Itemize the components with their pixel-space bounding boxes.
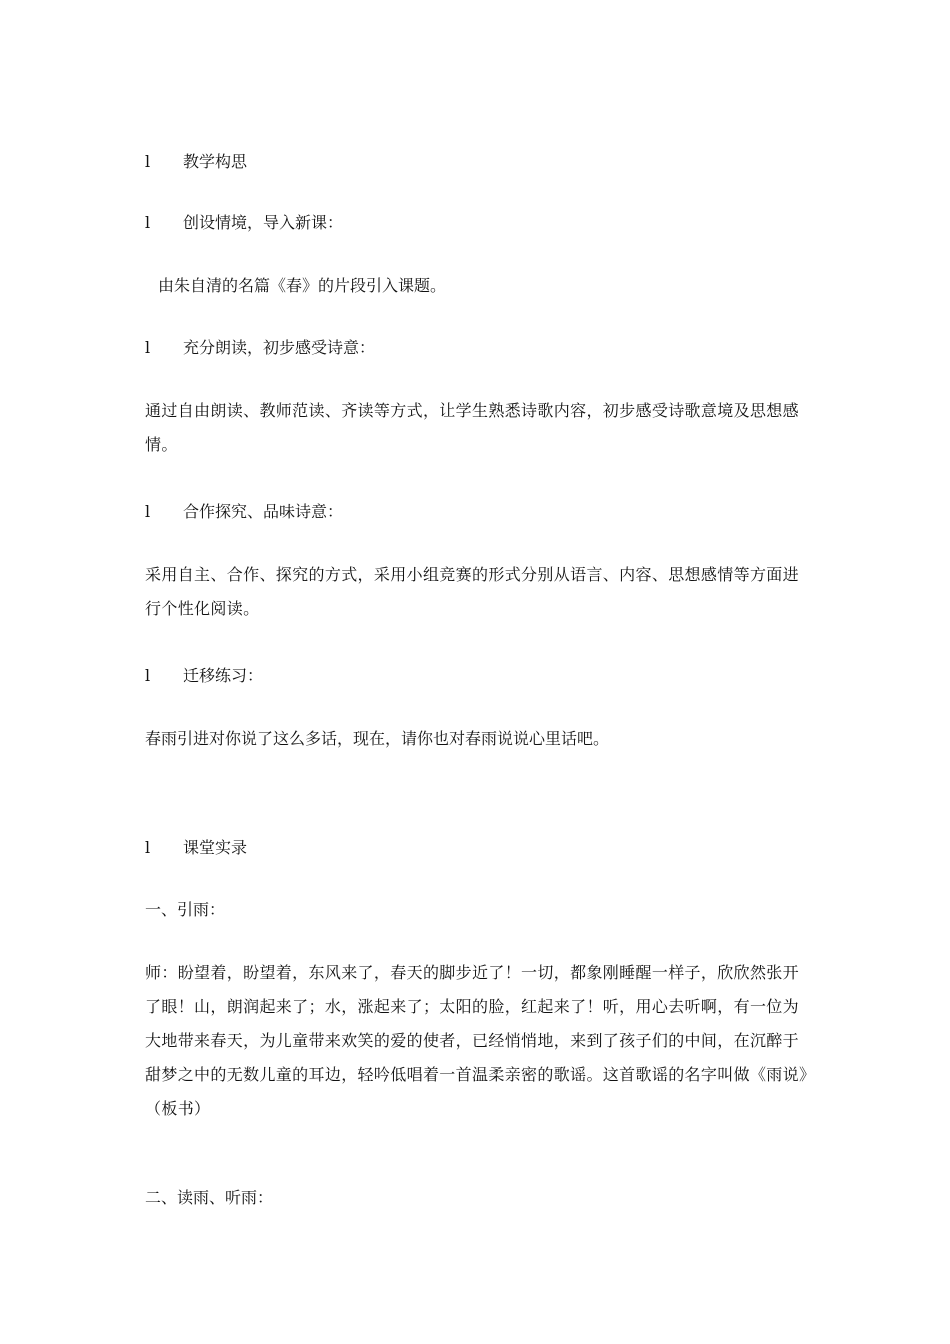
bullet-marker: l (145, 152, 151, 171)
heading-reading-aloud: 充分朗读，初步感受诗意： (183, 338, 376, 357)
bullet-marker: l (145, 502, 151, 521)
bullet-marker: l (145, 338, 151, 357)
paragraph-intro: 由朱自清的名篇《春》的片段引入课题。 (158, 276, 447, 295)
heading-transfer-practice: 迁移练习： (183, 666, 264, 685)
bullet-marker: l (145, 838, 151, 857)
heading-cooperative-inquiry: 合作探究、品味诗意： (183, 502, 344, 521)
paragraph-teacher-speech: 师：盼望着，盼望着，东风来了，春天的脚步近了！一切，都象刚睡醒一样子，欣欣然张开了眼！山，朗润起来了；水，涨起来了；太阳的脸，红起来了！听，用心去听啊，有一位为大地带来春天，为儿童带来欢笑的爱的使者，已经悄悄地，来到了孩子们的中间，在沉醉于甜梦之中的无数儿童的耳边，轻吟低唱着一首温柔亲密的歌谣。这首歌谣的名字叫做《雨说》（板书） (145, 963, 808, 1118)
heading-create-scenario: 创设情境，导入新课： (183, 213, 344, 232)
bullet-marker: l (145, 213, 151, 232)
subheading-introduce-rain: 一、引雨： (145, 900, 226, 919)
paragraph-reading-methods: 通过自由朗读、教师范读、齐读等方式，让学生熟悉诗歌内容，初步感受诗歌意境及思想感情。 (145, 401, 800, 454)
bullet-marker: l (145, 666, 151, 685)
subheading-read-listen-rain: 二、读雨、听雨： (145, 1188, 274, 1207)
heading-teaching-concept: 教学构思 (183, 152, 248, 171)
paragraph-inquiry-methods: 采用自主、合作、探究的方式，采用小组竞赛的形式分别从语言、内容、思想感情等方面进行个性化阅读。 (145, 565, 800, 618)
heading-classroom-record: 课堂实录 (183, 838, 248, 857)
paragraph-practice: 春雨引进对你说了这么多话，现在，请你也对春雨说说心里话吧。 (145, 729, 610, 748)
